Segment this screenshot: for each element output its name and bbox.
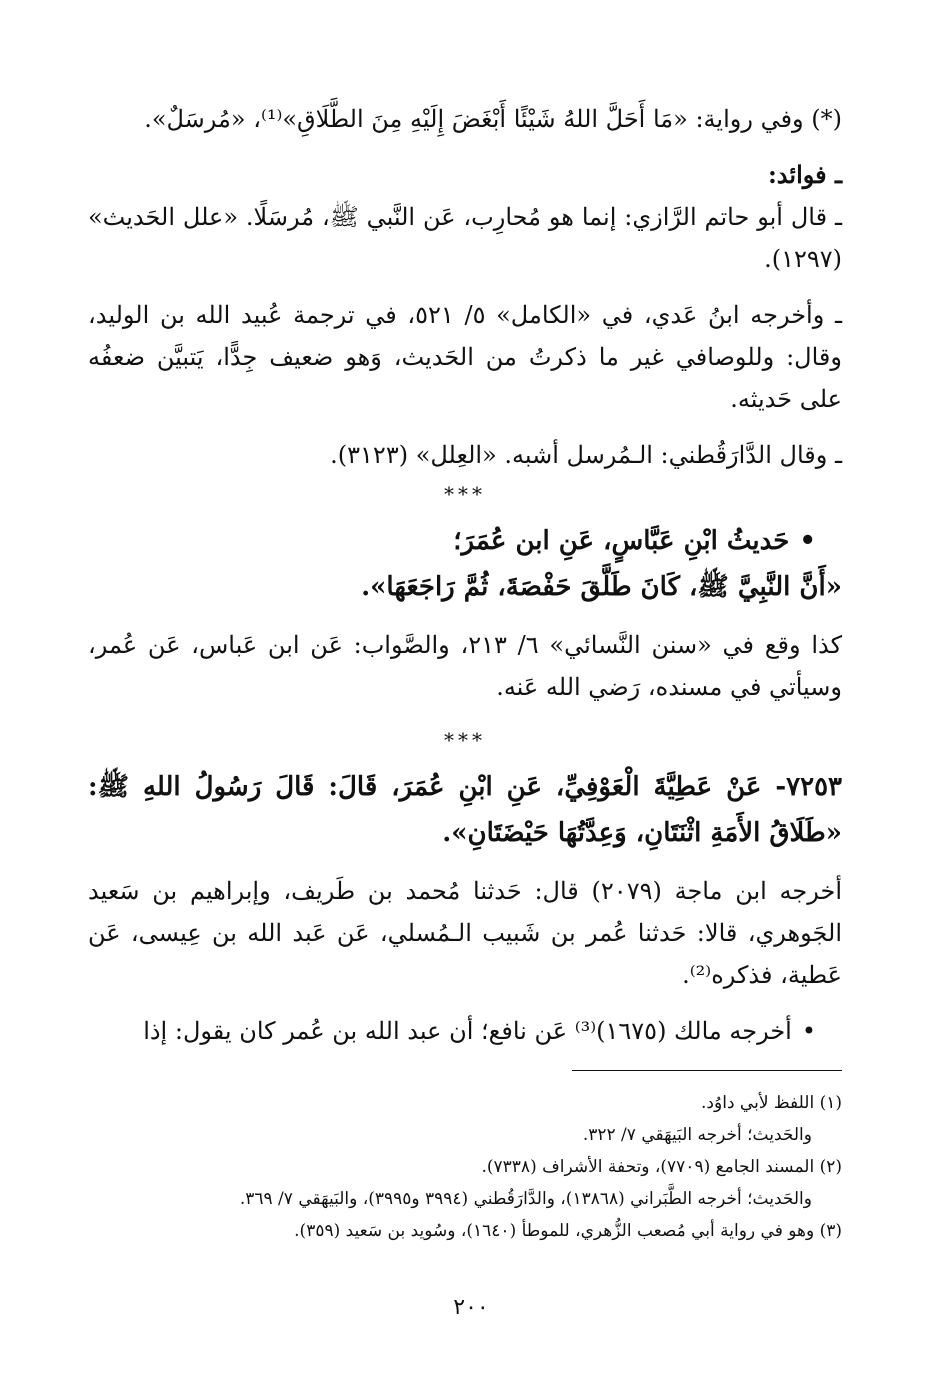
paragraph-nasai: كذا وقع في «سنن النَّسائي» ٦/ ٢١٣، والصَّواب: عَن ابن عَباس، عَن عُمر، وسيأتي في مسنده، رَضي الله عَنه. xyxy=(88,631,843,701)
section-separator: *** xyxy=(444,482,486,506)
footnote-1: (١) اللفظ لأبي داوُد. xyxy=(701,1093,842,1113)
page-number: ٢٠٠ xyxy=(453,1295,489,1320)
footnote-2: (٢) المسند الجامع (٧٧٠٩)، وتحفة الأشراف (٧٣٣٨). xyxy=(481,1157,842,1177)
paragraph-malik: • أخرجه مالك (١٦٧٥)⁽³⁾ عَن نافع؛ أن عبد الله بن عُمر كان يقول: إذا xyxy=(88,1010,842,1052)
fawaid-heading: ـ فوائد: xyxy=(767,160,842,189)
footnote-3: (٣) وهو في رواية أبي مُصعب الزُّهري، للموطأ (١٦٤٠)، وسُويد بن سَعيد (٣٥٩). xyxy=(294,1221,842,1241)
footnote-divider xyxy=(572,1070,842,1071)
footnote-1-continuation: والحَديث؛ أخرجه البَيهَقي ٧/ ٣٢٢. xyxy=(582,1125,812,1145)
footnote-2-continuation: والحَديث؛ أخرجه الطَّبَراني (١٣٨٦٨)، والدَّارَقُطني (٣٩٩٤ و٣٩٩٥)، والبَيهَقي ٧/ ٣٦٩. xyxy=(239,1189,812,1209)
paragraph-ibn-adi: ـ وأخرجه ابنُ عَدي، في «الكامل» ٥/ ٥٢١، في ترجمة عُبيد الله بن الوليد، وقال: وللوصافي غير ما ذكرتُ من الحَديث، وَهو ضعيف جِدًّا، يَتبيَّن ضعفُه على حَديثه. xyxy=(88,301,842,413)
hadith-7253: ٧٢٥٣- عَنْ عَطِيَّةَ الْعَوْفِيِّ، عَنِ ابْنِ عُمَرَ، قَالَ: قَالَ رَسُولُ اللهِ ﷺ: «طَلَاقُ الأَمَةِ اثْنَتَانِ، وَعِدَّتُهَا حَيْضَتَانِ». xyxy=(88,772,842,848)
paragraph-ibn-maja: أخرجه ابن ماجة (٢٠٧٩) قال: حَدثنا مُحمد بن طَريف، وإبراهيم بن سَعيد الجَوهري، قالا: حَدثنا عُمر بن شَبيب الـمُسلي، عَن عَبد الله بن عِيسى، عَن عَطية، فذكره⁽²⁾. xyxy=(88,877,843,989)
paragraph-abu-hatim: ـ قال أبو حاتم الرَّازي: إنما هو مُحارِب، عَن النَّبي ﷺ، مُرسَلًا. «علل الحَديث» (١٢٩٧). xyxy=(88,203,842,273)
section-separator: *** xyxy=(444,728,486,752)
hadith-heading: • حَديثُ ابْنِ عَبَّاسٍ، عَنِ ابن عُمَرَ؛ xyxy=(88,518,842,564)
hadith-text: «أَنَّ النَّبِيَّ ﷺ، كَانَ طَلَّقَ حَفْصَةَ، ثُمَّ رَاجَعَهَا». xyxy=(361,572,842,602)
page-body xyxy=(88,98,842,1247)
riwaya-line: (*) وفي رواية: «مَا أَحَلَّ اللهُ شَيْئًا أَبْغَضَ إِلَيْهِ مِنَ الطَّلَاقِ»⁽¹⁾، «مُرسَلٌ». xyxy=(144,105,842,133)
paragraph-daraqutni: ـ وقال الدَّارَقُطني: الـمُرسل أشبه. «العِلل» (٣١٢٣). xyxy=(330,441,842,469)
